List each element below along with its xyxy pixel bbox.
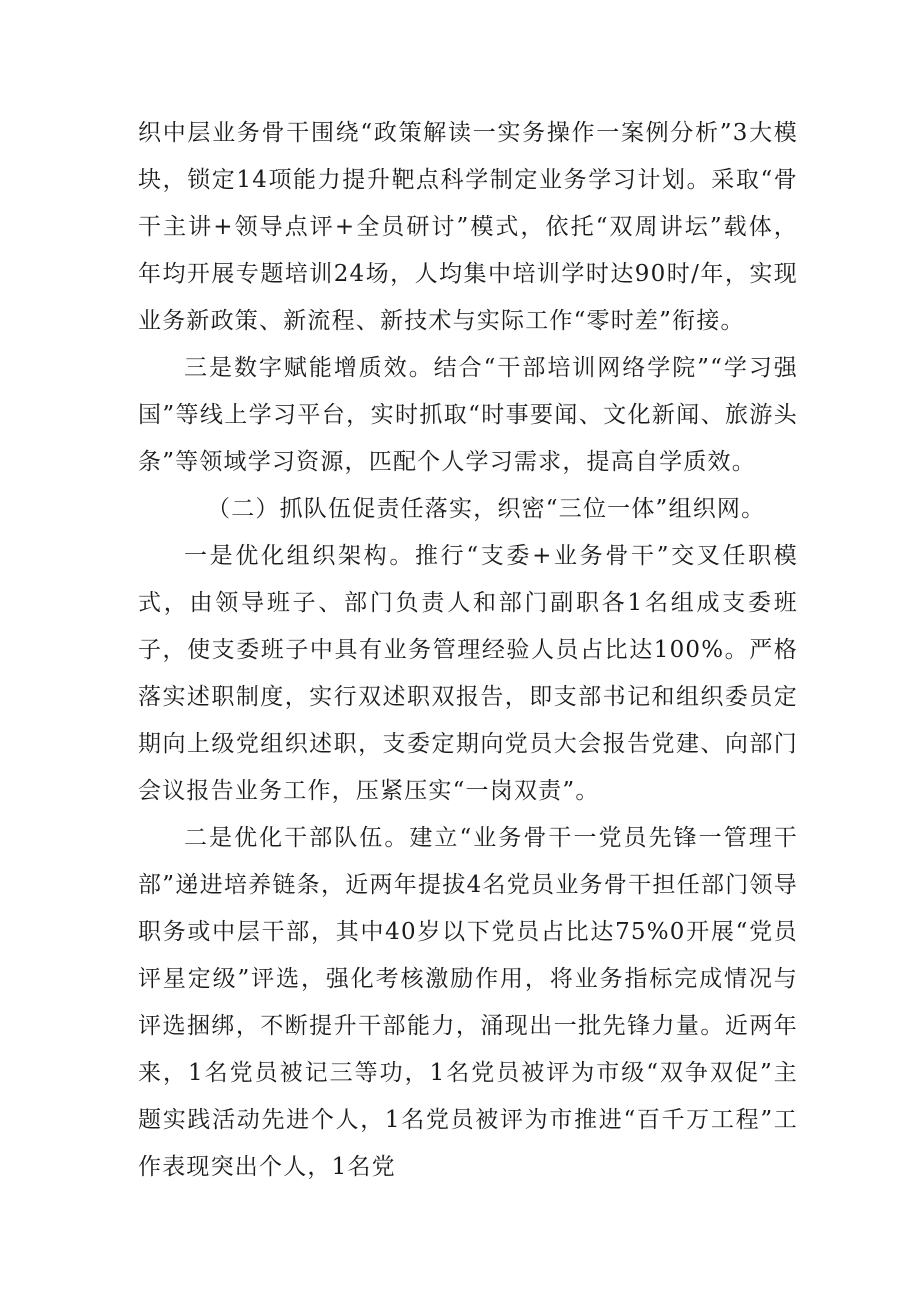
- paragraph-continuation: 织中层业务骨干围绕“政策解读一实务操作一案例分析”3大模块，锁定14项能力提升靶点科学制定业务学习计划。采取“骨干主讲+领导点评+全员研讨”模式，依托“双周讲坛”载体，年均开展专题培训24场，人均集中培训学时达90时/年，实现业务新政策、新流程、新技术与实际工作“零时差”衔接。: [138, 120, 798, 334]
- section-heading: （二）抓队伍促责任落实，织密“三位一体”组织网。: [207, 496, 766, 522]
- document-page: [138, 110, 798, 1191]
- paragraph-digital-empowerment: 三是数字赋能增质效。结合“干部培训网络学院”“学习强国”等线上学习平台，实时抓取“时事要闻、文化新闻、旅游头条”等领域学习资源，匹配个人学习需求，提高自学质效。: [138, 355, 798, 475]
- paragraph-organization-structure: 一是优化组织架构。推行“支委+业务骨干”交叉任职模式，由领导班子、部门负责人和部门副职各1名组成支委班子，使支委班子中具有业务管理经验人员占比达100%。严格落实述职制度，实行双述职双报告，即支部书记和组织委员定期向上级党组织述职，支委定期向党员大会报告党建、向部门会议报告业务工作，压紧压实“一岗双责”。: [138, 543, 798, 804]
- paragraph-cadre-team: 二是优化干部队伍。建立“业务骨干一党员先锋一管理干部”递进培养链条，近两年提拔4名党员业务骨干担任部门领导职务或中层干部，其中40岁以下党员占比达75%0开展“党员评星定级”评选，强化考核激励作用，将业务指标完成情况与评选捆绑，不断提升干部能力，涌现出一批先锋力量。近两年来，1名党员被记三等功，1名党员被评为市级“双争双促”主题实践活动先进个人，1名党员被评为市推进“百千万工程”工作表现突出个人，1名党: [138, 825, 798, 1180]
